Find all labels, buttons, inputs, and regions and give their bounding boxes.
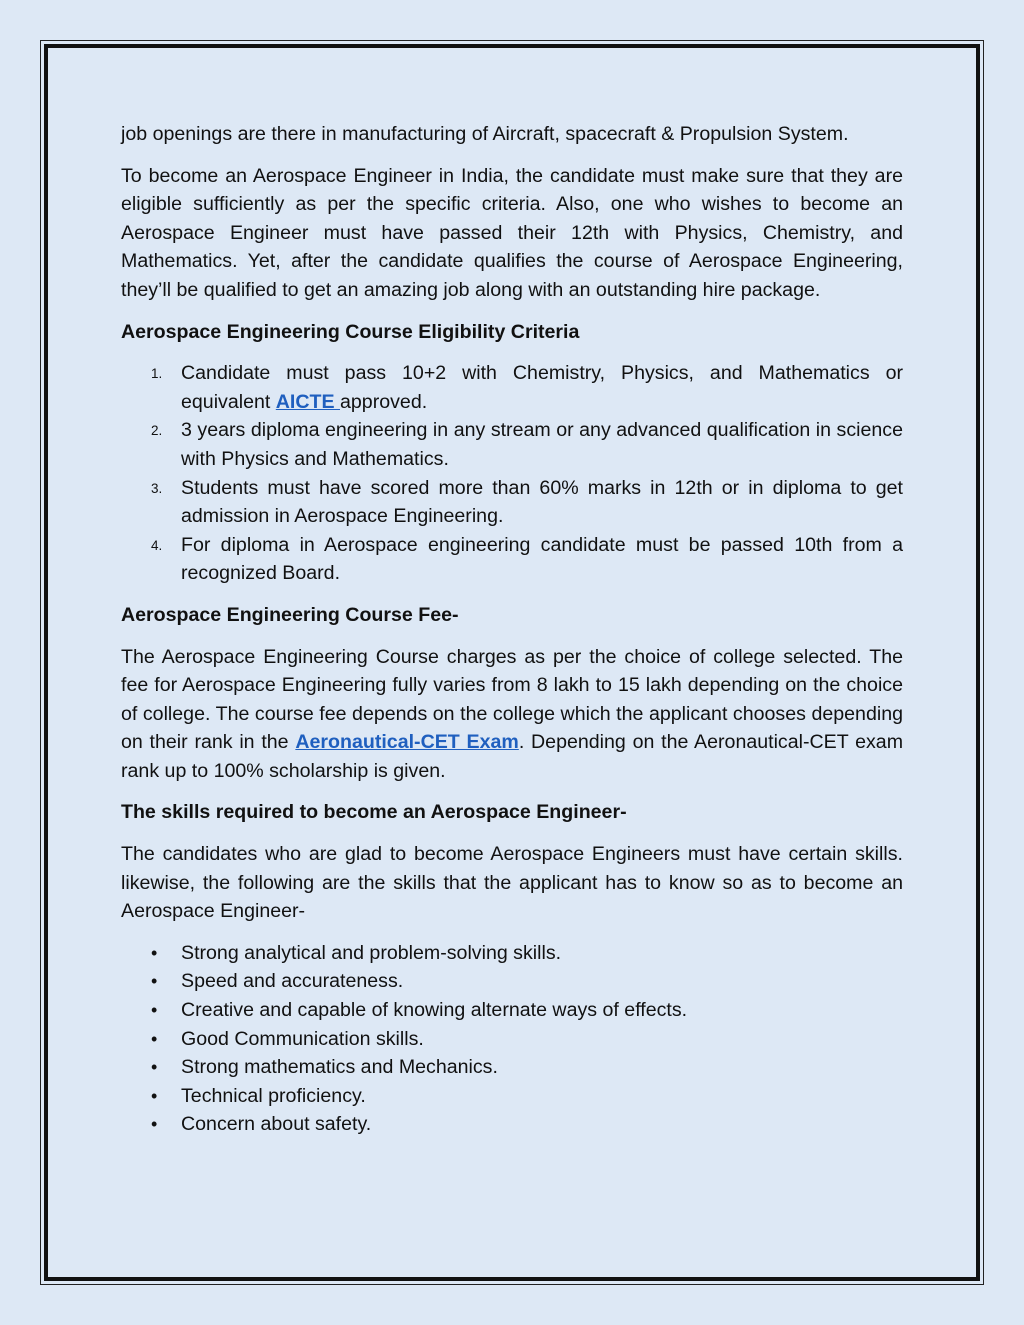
list-item-text: Candidate must pass 10+2 with Chemistry, Physics, and Mathematics or equivalent [181,362,903,413]
bullet-icon: • [151,1057,158,1078]
list-item [121,416,903,473]
list-item-text: For diploma in Aerospace engineering candidate must be passed 10th from a recognized Board. [181,533,903,585]
list-item-text: Students must have scored more than 60% marks in 12th or in diploma to get admission in Aerospace Engineering. [181,476,903,528]
list-item-text: Concern about safety. [181,1113,372,1136]
skills-intro: The candidates who are glad to become Aerospace Engineers must have certain skills. likewise, the following are the skills that the applicant has to know so as to become an Aerospace Engineer- [121,843,903,923]
list-number: 1. [151,366,163,382]
list-item [121,1110,903,1139]
bullet-icon: • [151,1114,158,1135]
bullet-icon: • [151,942,158,963]
list-item [121,967,903,996]
skills-heading: The skills required to become an Aerospace Engineer- [121,801,627,824]
list-item [121,1025,903,1054]
list-item-text: 3 years diploma engineering in any stream or any advanced qualification in science with Physics and Mathematics. [181,419,903,470]
bullet-icon: • [151,1000,158,1021]
list-item-text: Good Communication skills. [181,1027,424,1050]
list-item [121,531,903,588]
fee-text: . Depending on the Aeronautical-CET exam rank up to 100% scholarship is given. [121,731,904,782]
aeronautical-cet-link[interactable]: Aeronautical-CET Exam [295,731,519,754]
list-number: 3. [151,480,163,496]
list-number: 2. [151,423,163,439]
list-item-text: Strong analytical and problem-solving skills. [181,941,562,964]
list-item-text: Strong mathematics and Mechanics. [181,1056,498,1079]
list-item [121,359,903,416]
fee-paragraph [121,643,903,786]
list-item [121,939,903,968]
list-item-text: Creative and capable of knowing alternate ways of effects. [181,999,688,1022]
eligibility-list [121,359,903,588]
fee-text: The Aerospace Engineering Course charges as per the choice of college selected. The fee for Aerospace Engineering fully varies from 8 lakh to 15 lakh depending on the choice of college. The course fee depends on the college which the applicant chooses depending on their rank in the [121,645,903,754]
intro-paragraph-2: To become an Aerospace Engineer in India, the candidate must make sure that they are eligible sufficiently as per the specific criteria. Also, one who wishes to become an Aerospace Engineer must have passed their 12th with Physics, Chemistry, and Mathematics. Yet, after the candidate qualifies the course of Aerospace Engineering, they’ll be qualified to get an amazing job along with an outstanding hire package. [121,164,903,301]
list-item-text: Speed and accurateness. [181,970,404,993]
bullet-icon: • [151,971,158,992]
list-item [121,1082,903,1111]
document-body [121,120,903,1152]
skills-list [121,939,903,1139]
bullet-icon: • [151,1085,158,1106]
eligibility-heading: Aerospace Engineering Course Eligibility Criteria [121,320,580,343]
list-item [121,996,903,1025]
list-item-text: approved. [340,390,428,413]
list-number: 4. [151,537,163,553]
fee-heading: Aerospace Engineering Course Fee- [121,603,459,626]
list-item [121,474,903,531]
list-item-text: Technical proficiency. [181,1084,366,1107]
aicte-link[interactable]: AICTE [275,390,341,413]
list-item [121,1053,903,1082]
bullet-icon: • [151,1028,158,1049]
intro-paragraph-1: job openings are there in manufacturing of Aircraft, spacecraft & Propulsion System. [121,123,849,145]
